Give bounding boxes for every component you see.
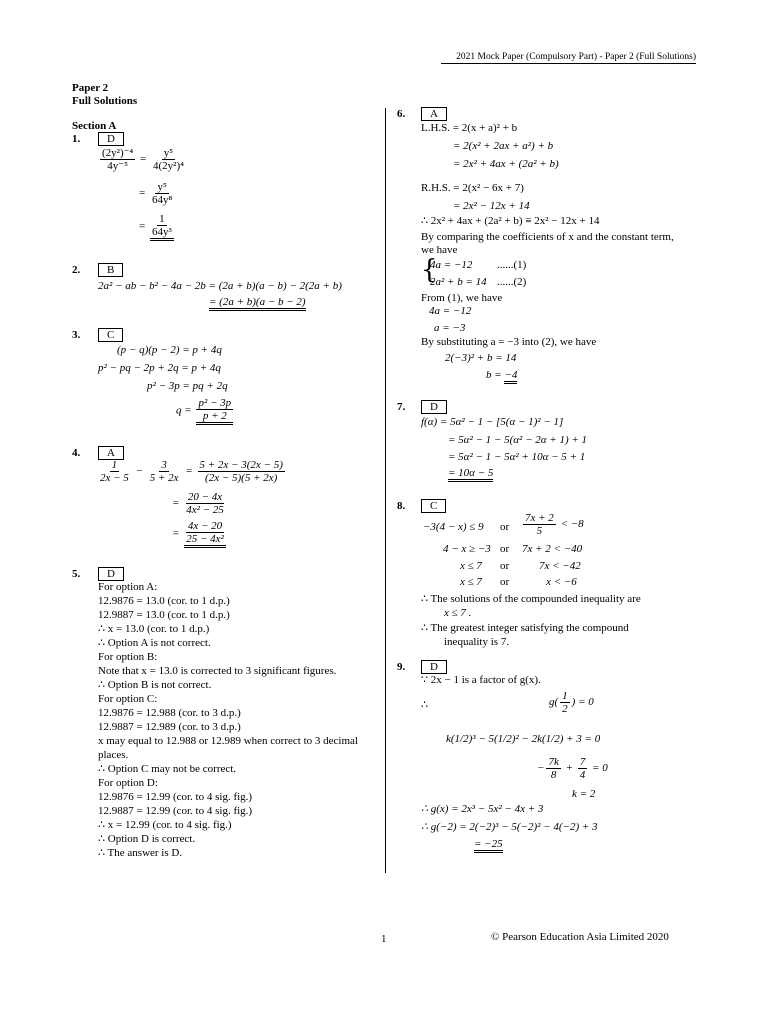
q3-line1: (p − q)(p − 2) = p + 4q: [117, 344, 222, 356]
q8-line8: inequality is 7.: [444, 636, 510, 648]
paper-title: Paper 2: [72, 82, 109, 94]
q7-line3: = 5α² − 1 − 5α² + 10α − 5 + 1: [448, 451, 586, 463]
q8-line5: ∴ The solutions of the compounded inequality are: [421, 593, 641, 605]
q6-line1: L.H.S. = 2(x + a)² + b: [421, 122, 518, 134]
q8-row4-left: x ≤ 7: [460, 576, 482, 588]
answer-box: [421, 660, 447, 674]
q2-line1: 2a² − ab − b² − 4a − 2b = (2a + b)(a − b) − 2(2a + b): [98, 280, 342, 292]
function-name: g: [549, 696, 555, 709]
denominator: 2x − 5: [100, 472, 129, 484]
q5-line: ∴ Option A is not correct.: [98, 637, 211, 649]
numerator: (2y²)⁻⁴: [102, 147, 134, 159]
q6-line2: = 2(x² + 2ax + a²) + b: [453, 140, 554, 152]
denominator: p + 2: [202, 410, 227, 422]
answer-box: [421, 400, 447, 414]
q8-or: or: [500, 521, 510, 533]
page-number: 1: [381, 933, 387, 945]
q6-line6: ∴ 2x² + 4ax + (2a² + b) ≡ 2x² − 12x + 14: [421, 215, 600, 227]
q5-line: Note that x = 13.0 is corrected to 3 significant figures.: [98, 665, 337, 677]
q8-row1-left: −3(4 − x) ≤ 9: [423, 521, 484, 533]
q9-line1: ∵ 2x − 1 is a factor of g(x).: [421, 674, 541, 686]
q6-eq1-label: ......(1): [497, 259, 527, 271]
q5-line: ∴ The answer is D.: [98, 847, 183, 859]
lhs: b =: [486, 369, 502, 381]
q7-line4: [448, 466, 493, 480]
denominator: 8: [550, 769, 557, 781]
running-header: 2021 Mock Paper (Compulsory Part) - Paper 2 (Full Solutions): [441, 52, 696, 64]
q8-row3-right: 7x < −42: [539, 560, 581, 572]
q5-line: 12.9876 = 12.99 (cor. to 4 sig. fig.): [98, 791, 253, 803]
denominator: 4y⁻⁵: [107, 160, 128, 172]
q5-line: x may equal to 12.988 or 12.989 when correct to 3 decimal: [98, 735, 358, 747]
question-number: 8.: [397, 500, 406, 512]
numerator: 4x − 20: [187, 520, 223, 532]
q6-line5: = 2x² − 12x + 14: [453, 200, 530, 212]
q6-line4: R.H.S. = 2(x² − 6x + 7): [421, 182, 524, 194]
question-number: 3.: [72, 329, 81, 341]
lhs: q =: [176, 404, 192, 417]
numerator: 5 + 2x − 3(2x − 5): [199, 459, 283, 471]
numerator: 3: [161, 459, 167, 471]
q5-line: 12.9887 = 13.0 (cor. to 1 d.p.): [98, 609, 230, 621]
question-number: 1.: [72, 133, 81, 145]
q4-line2: = $\frac{20 - 4x}{\text{4x² − 25}}$: [172, 491, 224, 516]
q5-line: ∴ x = 13.0 (cor. to 1 d.p.): [98, 623, 210, 635]
numerator: 20 − 4x: [187, 491, 223, 503]
answer-box: [98, 446, 124, 460]
q5-line: 12.9876 = 13.0 (cor. to 1 d.p.): [98, 595, 230, 607]
q7-line1: f(α) = 5α² − 1 − [5(α − 1)² − 1]: [421, 416, 564, 428]
question-number: 9.: [397, 661, 406, 673]
numerator: 1: [159, 213, 165, 225]
q5-line: ∴ x = 12.99 (cor. to 4 sig. fig.): [98, 819, 232, 831]
q1-line1: $\frac{\text{(2y²)⁻⁴}}{\text{4y⁻⁵}}$ = $\frac{\text{y⁵}}{\text{4(2y²)⁴}}$: [102, 147, 184, 172]
q8-row4-right: x < −6: [546, 576, 577, 588]
answer-letter: C: [98, 328, 123, 342]
q8-or: or: [500, 576, 510, 588]
q6-line10: 4a = −12: [429, 305, 472, 317]
q6-eq1: 4a = −12: [430, 259, 473, 271]
q2-answer: = (2a + b)(a − b − 2): [209, 296, 306, 311]
answer-letter: A: [98, 446, 124, 460]
q5-line: ∴ Option D is correct.: [98, 833, 196, 845]
q3-line4: [176, 397, 235, 425]
column-divider: [385, 108, 386, 873]
q1-line2: = $\frac{\text{y⁵}}{\text{64y⁸}}$: [139, 181, 173, 206]
q8-row3-left: x ≤ 7: [460, 560, 482, 572]
denominator: 64y⁸: [151, 194, 173, 206]
minus-sign: −: [135, 465, 143, 478]
answer-letter: D: [98, 132, 124, 146]
q9-line8: [474, 837, 503, 851]
q4-line1: $\frac{1}{2x - 5}$ − $\frac{3}{5 + 2x}$ = $\frac{5 + 2x - 3(2x - 5)}{(2x - 5)(5 + 2x)}$: [100, 459, 283, 484]
numerator: 1: [111, 459, 118, 471]
q8-or: or: [500, 560, 510, 572]
q6-line14: [486, 368, 517, 382]
section-heading: Section A: [72, 120, 117, 132]
q9-line2: g( $\frac{1}{2}$ ) = 0: [549, 690, 594, 715]
q6-line9: From (1), we have: [421, 292, 503, 304]
q5-line: For option A:: [98, 581, 158, 593]
q6-eq2: 2a² + b = 14: [430, 276, 487, 288]
denominator: 4x² − 25: [186, 504, 224, 516]
copyright: © Pearson Education Asia Limited 2020: [491, 931, 669, 943]
question-number: 6.: [397, 108, 406, 120]
answer-letter: D: [421, 400, 447, 414]
q5-line: 12.9887 = 12.989 (cor. to 3 d.p.): [98, 721, 241, 733]
equals-zero: = 0: [592, 762, 608, 775]
inequality-rhs: < −8: [560, 518, 584, 531]
answer-letter: D: [421, 660, 447, 674]
q8-line7: ∴ The greatest integer satisfying the compound: [421, 622, 629, 634]
denominator: 4: [579, 769, 586, 781]
denominator: (2x − 5)(5 + 2x): [205, 472, 278, 484]
q5-line: 12.9887 = 12.99 (cor. to 4 sig. fig.): [98, 805, 253, 817]
answer-letter: A: [421, 107, 447, 121]
equals-zero: = 0: [578, 696, 594, 709]
q9-answer: = −25: [474, 838, 503, 853]
q8-or: or: [500, 543, 510, 555]
numerator: y⁵: [163, 147, 174, 159]
q4-line3: = $\frac{4x - 20}{\text{25 − 4x²}}$: [172, 520, 228, 548]
q8-row2-left: 4 − x ≥ −3: [443, 543, 491, 555]
denominator: 5 + 2x: [149, 472, 179, 484]
numerator: 7x + 2: [525, 512, 554, 524]
answer-box: [98, 132, 124, 146]
q8-row2-right: 7x + 2 < −40: [522, 543, 583, 555]
plus-sign: +: [565, 762, 574, 775]
numerator: 1: [562, 690, 568, 702]
answer-box: [98, 263, 123, 277]
answer-letter: C: [421, 499, 446, 513]
minus-sign: −: [537, 762, 545, 775]
question-number: 4.: [72, 447, 81, 459]
paper-subtitle: Full Solutions: [72, 95, 138, 107]
q6-answer: −4: [504, 369, 517, 384]
q8-row1-right: [521, 512, 584, 537]
numerator: 7: [579, 756, 586, 768]
q6-line13: 2(−3)² + b = 14: [445, 352, 517, 364]
q5-lines: [98, 580, 358, 860]
answer-box: [421, 107, 447, 121]
question-number: 5.: [72, 568, 81, 580]
q9-line5: k = 2: [572, 788, 596, 800]
q6-eq2-label: ......(2): [497, 276, 527, 288]
q5-line: ∴ Option C may not be correct.: [98, 763, 237, 775]
q5-line: 12.9876 = 12.988 (cor. to 3 d.p.): [98, 707, 241, 719]
q5-line: For option B:: [98, 651, 158, 663]
q1-line3: = $\frac{1}{\text{64y³}}$: [139, 213, 176, 241]
q7-line2: = 5α² − 1 − 5(α² − 2α + 1) + 1: [448, 434, 588, 446]
denominator: 4(2y²)⁴: [152, 160, 184, 172]
q6-line11: a = −3: [434, 322, 466, 334]
q7-answer: = 10α − 5: [448, 467, 493, 482]
q2-line2: [209, 295, 306, 309]
q9-therefore: ∴: [421, 699, 428, 711]
question-number: 7.: [397, 401, 406, 413]
answer-letter: B: [98, 263, 123, 277]
system-brace: {: [421, 255, 438, 285]
q9-line6: ∴ g(x) = 2x³ − 5x² − 4x + 3: [421, 803, 544, 815]
denominator: 25 − 4x²: [186, 533, 224, 545]
q5-line: places.: [98, 749, 129, 761]
numerator: p² − 3p: [198, 397, 232, 409]
answer-box: [98, 328, 123, 342]
q5-line: For option C:: [98, 693, 158, 705]
numerator: y⁵: [157, 181, 167, 193]
denominator: 64y³: [151, 226, 172, 238]
q9-line3: k(1/2)³ − 5(1/2)² − 2k(1/2) + 3 = 0: [446, 733, 601, 745]
q9-line4: [537, 756, 608, 781]
answer-box: [98, 567, 124, 581]
answer-box: [421, 499, 446, 513]
q6-line3: = 2x² + 4ax + (2a² + b): [453, 158, 559, 170]
denominator: 5: [536, 525, 543, 537]
denominator: 2: [562, 703, 568, 715]
q5-line: ∴ Option B is not correct.: [98, 679, 212, 691]
q9-line7: ∴ g(−2) = 2(−2)³ − 5(−2)² − 4(−2) + 3: [421, 821, 598, 833]
q6-line8: we have: [421, 244, 458, 256]
question-number: 2.: [72, 264, 81, 276]
q3-line2: p² − pq − 2p + 2q = p + 4q: [98, 362, 221, 374]
q6-line7: By comparing the coefficients of x and the constant term,: [421, 231, 674, 243]
answer-letter: D: [98, 567, 124, 581]
numerator: 7k: [548, 756, 559, 768]
q5-line: For option D:: [98, 777, 158, 789]
q8-line6: x ≤ 7 .: [444, 607, 472, 619]
q6-line12: By substituting a = −3 into (2), we have: [421, 336, 597, 348]
q3-line3: p² − 3p = pq + 2q: [147, 380, 228, 392]
